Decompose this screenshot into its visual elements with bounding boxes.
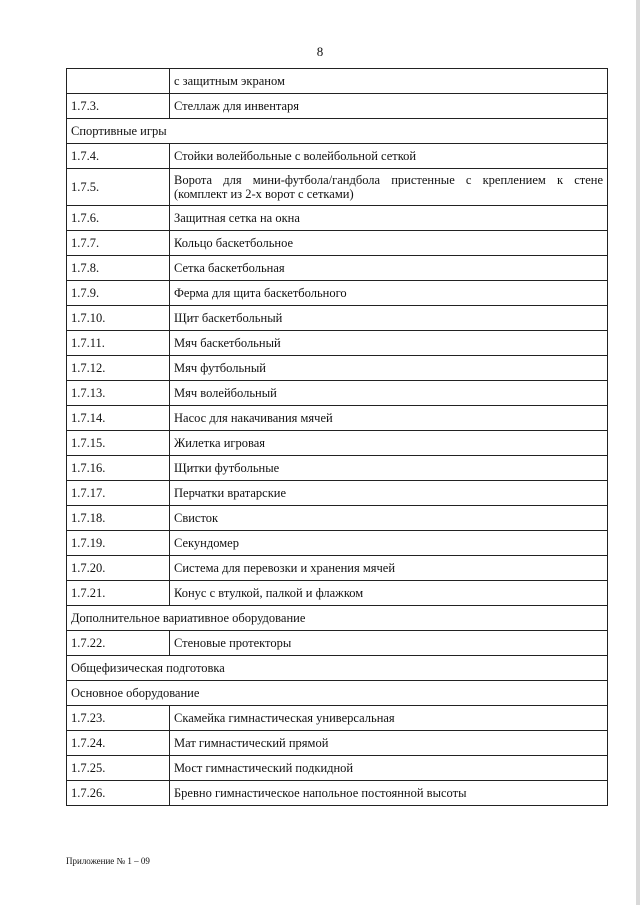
table-row (67, 531, 608, 556)
section-row (67, 119, 608, 144)
item-number: 1.7.18. (67, 506, 170, 531)
table-row (67, 144, 608, 169)
table-row (67, 256, 608, 281)
table-row (67, 331, 608, 356)
section-row (67, 681, 608, 706)
table-row (67, 431, 608, 456)
scan-edge (636, 0, 640, 905)
item-description: Сетка баскетбольная (170, 256, 608, 281)
table-row (67, 481, 608, 506)
item-description: Секундомер (170, 531, 608, 556)
item-description: Стеновые протекторы (170, 631, 608, 656)
item-number: 1.7.24. (67, 731, 170, 756)
item-number: 1.7.11. (67, 331, 170, 356)
section-row (67, 606, 608, 631)
table-row (67, 306, 608, 331)
page-footer: Приложение № 1 – 09 (66, 856, 150, 866)
item-description: Мяч футбольный (170, 356, 608, 381)
item-description: Стеллаж для инвентаря (170, 94, 608, 119)
item-description: Ферма для щита баскетбольного (170, 281, 608, 306)
item-description: Стойки волейбольные с волейбольной сеткой (170, 144, 608, 169)
item-number: 1.7.4. (67, 144, 170, 169)
table-row (67, 631, 608, 656)
item-number: 1.7.5. (67, 169, 170, 206)
table-row (67, 281, 608, 306)
table-row (67, 69, 608, 94)
item-number: 1.7.13. (67, 381, 170, 406)
item-number (67, 69, 170, 94)
item-description: Система для перевозки и хранения мячей (170, 556, 608, 581)
table-row (67, 356, 608, 381)
section-row (67, 656, 608, 681)
item-number: 1.7.21. (67, 581, 170, 606)
table-row (67, 506, 608, 531)
item-description: Мост гимнастический подкидной (170, 756, 608, 781)
equipment-table-body (67, 69, 608, 806)
item-description: с защитным экраном (170, 69, 608, 94)
item-number: 1.7.19. (67, 531, 170, 556)
item-number: 1.7.6. (67, 206, 170, 231)
section-title: Основное оборудование (67, 681, 608, 706)
item-description: Бревно гимнастическое напольное постоянной высоты (170, 781, 608, 806)
item-number: 1.7.15. (67, 431, 170, 456)
table-row (67, 581, 608, 606)
item-description: Щит баскетбольный (170, 306, 608, 331)
section-title: Спортивные игры (67, 119, 608, 144)
table-row (67, 169, 608, 206)
item-description: Мяч волейбольный (170, 381, 608, 406)
item-number: 1.7.9. (67, 281, 170, 306)
item-number: 1.7.8. (67, 256, 170, 281)
table-row (67, 731, 608, 756)
item-description: Щитки футбольные (170, 456, 608, 481)
item-description: Кольцо баскетбольное (170, 231, 608, 256)
table-row (67, 756, 608, 781)
equipment-table (66, 68, 608, 806)
table-row (67, 556, 608, 581)
table-row (67, 406, 608, 431)
item-number: 1.7.10. (67, 306, 170, 331)
item-description: Защитная сетка на окна (170, 206, 608, 231)
item-number: 1.7.12. (67, 356, 170, 381)
item-number: 1.7.16. (67, 456, 170, 481)
item-description: Конус с втулкой, палкой и флажком (170, 581, 608, 606)
item-description: Насос для накачивания мячей (170, 406, 608, 431)
table-row (67, 231, 608, 256)
section-title: Дополнительное вариативное оборудование (67, 606, 608, 631)
table-row (67, 706, 608, 731)
item-number: 1.7.22. (67, 631, 170, 656)
item-description: Мат гимнастический прямой (170, 731, 608, 756)
table-row (67, 381, 608, 406)
item-number: 1.7.7. (67, 231, 170, 256)
item-number: 1.7.17. (67, 481, 170, 506)
item-number: 1.7.3. (67, 94, 170, 119)
table-row (67, 781, 608, 806)
item-description: Свисток (170, 506, 608, 531)
item-number: 1.7.25. (67, 756, 170, 781)
table-row (67, 206, 608, 231)
item-description: Перчатки вратарские (170, 481, 608, 506)
table-row (67, 94, 608, 119)
item-number: 1.7.26. (67, 781, 170, 806)
item-description: Жилетка игровая (170, 431, 608, 456)
table-row (67, 456, 608, 481)
item-number: 1.7.14. (67, 406, 170, 431)
item-number: 1.7.23. (67, 706, 170, 731)
page-number: 8 (316, 44, 324, 59)
section-title: Общефизическая подготовка (67, 656, 608, 681)
item-description: Ворота для мини-футбола/гандбола пристенные с креплением к стене (комплект из 2-х ворот с сетками) (170, 169, 608, 206)
item-number: 1.7.20. (67, 556, 170, 581)
item-description: Скамейка гимнастическая универсальная (170, 706, 608, 731)
item-description: Мяч баскетбольный (170, 331, 608, 356)
